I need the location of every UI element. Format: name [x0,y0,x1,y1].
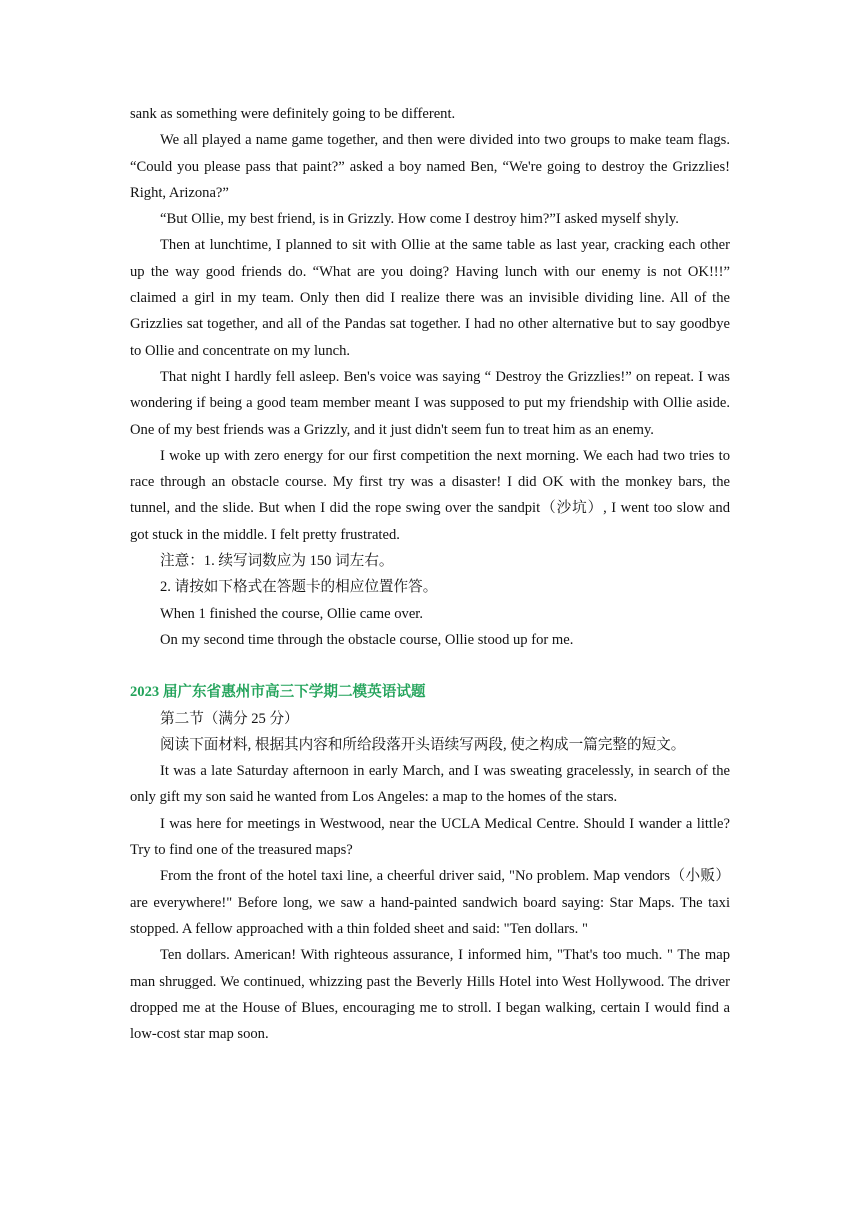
story-paragraph: I was here for meetings in Westwood, near the UCLA Medical Centre. Should I wander a little? Try to find one of the treasured maps? [130,815,730,859]
story-paragraph: It was a late Saturday afternoon in early March, and I was sweating gracelessly, in search of the only gift my son said he wanted from Los Angeles: a map to the homes of the stars. [130,763,730,806]
story-paragraph: “But Ollie, my best friend, is in Grizzly. How come I destroy him?”I asked myself shyly. [160,211,679,228]
story-paragraph: Ten dollars. American! With righteous assurance, I informed him, "That's too much. " The map man shrugged. We continued, whizzing past the Beverly Hills Hotel into West Hollywood. The driver dropped me at the House of Blues, encouraging me to stroll. I began walking, certain I would find a low-cost star map soon. [130,947,730,1043]
note-word-count: 注意：1. 续写词数应为 150 词左右。 [160,553,394,570]
section-gap [130,653,730,679]
section-subheading: 第二节（满分 25 分） [160,710,299,727]
story-paragraph: We all played a name game together, and then were divided into two groups to make team flags. “Could you please pass that paint?” asked a boy named Ben, “We're going to destroy the Grizzlies! Right, Arizona?” [130,132,730,201]
continuation-opening-1: When 1 finished the course, Ollie came over. [160,605,424,622]
story-paragraph: From the front of the hotel taxi line, a cheerful driver said, "No problem. Map vendors（小贩）are everywhere!" Before long, we saw a hand-painted sandwich board saying: Star Maps. The taxi stopped. A fellow approached with a thin folded sheet and said: "Ten dollars. " [130,868,730,937]
story-paragraph: That night I hardly fell asleep. Ben's voice was saying “ Destroy the Grizzlies!” on repeat. I was wondering if being a good team member meant I was supposed to put my friendship with Ollie aside. One of my best friends was a Grizzly, and it just didn't seem fun to treat him as an enemy. [130,368,730,438]
story-paragraph: I woke up with zero energy for our first competition the next morning. We each had two tries to race through an obstacle course. My first try was a disaster! I did OK with the monkey bars, the tunnel, and the slide. But when I did the rope swing over the sandpit（沙坑）, I went too slow and got stuck in the middle. I felt pretty frustrated. [130,447,730,543]
exam-title-heading: 2023 届广东省惠州市高三下学期二模英语试题 [130,684,426,701]
note-format: 2. 请按如下格式在答题卡的相应位置作答。 [160,579,438,596]
section-instruction: 阅读下面材料, 根据其内容和所给段落开头语续写两段, 使之构成一篇完整的短文。 [160,736,686,753]
document-page [130,101,730,1047]
story-paragraph: sank as something were definitely going to be different. [130,106,456,122]
story-paragraph: Then at lunchtime, I planned to sit with Ollie at the same table as last year, cracking each other up the way good friends do. “What are you doing? Having lunch with our enemy is not OK!!!” claimed a girl in my team. Only then did I realize there was an invisible dividing line. All of the Grizzlies sat together, and all of the Pandas sat together. I had no other alternative but to say goodbye to Ollie and concentrate on my lunch. [130,237,730,359]
continuation-opening-2: On my second time through the obstacle course, Ollie stood up for me. [160,631,574,648]
